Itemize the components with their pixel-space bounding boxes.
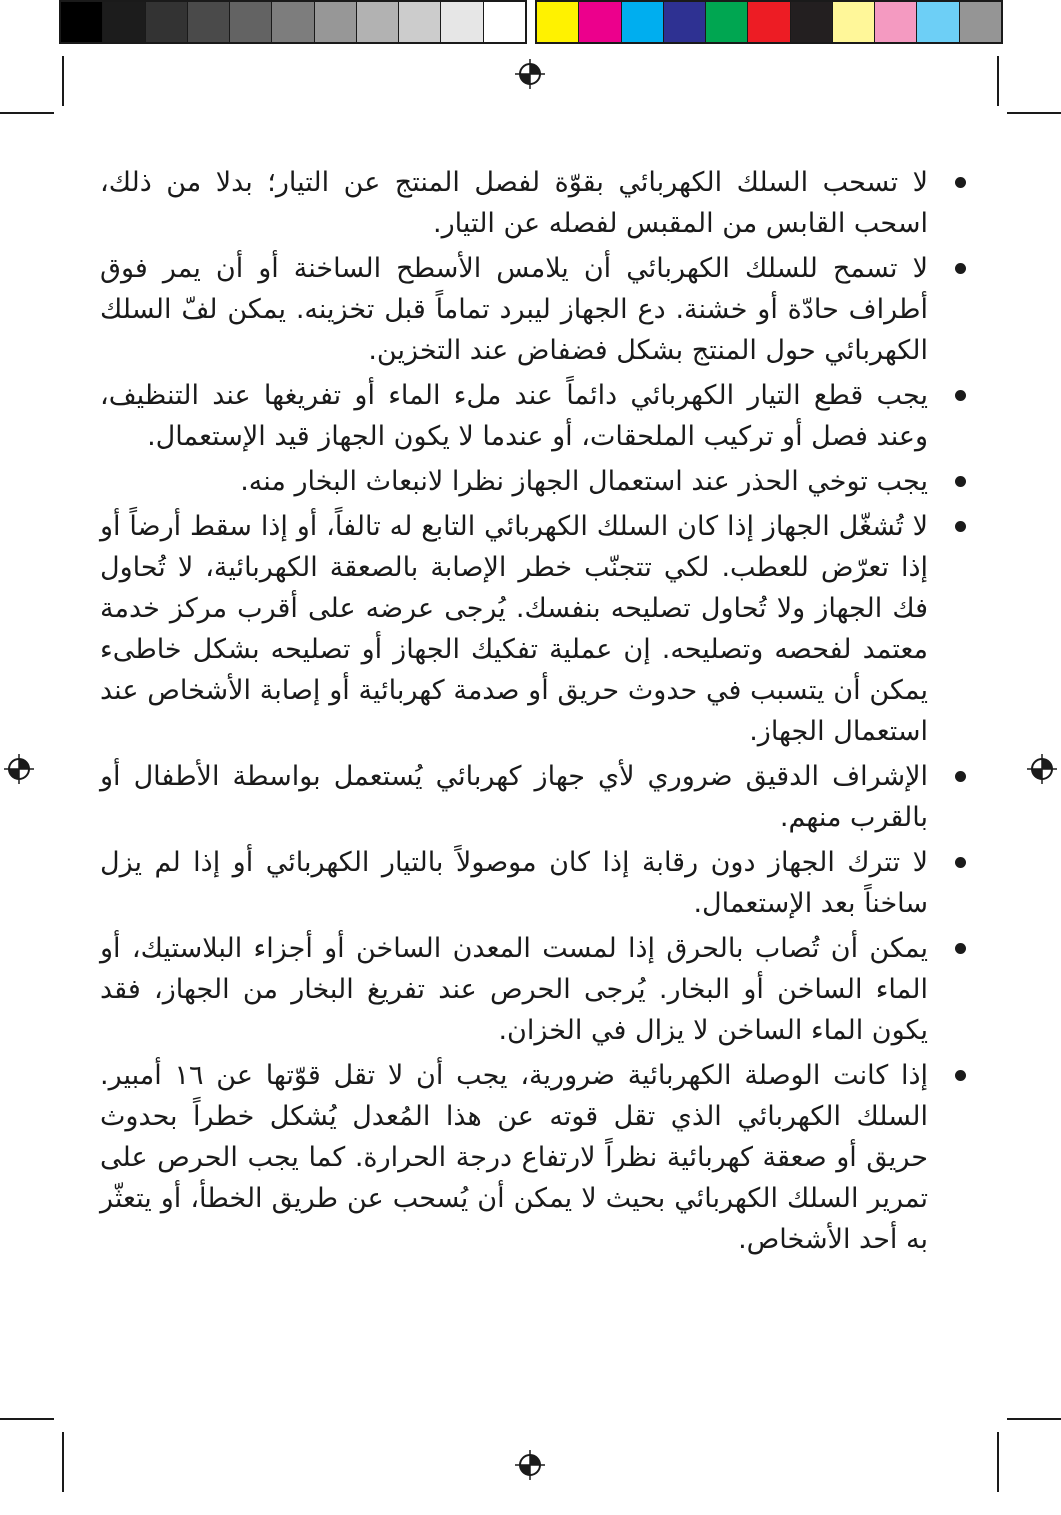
color-swatch xyxy=(960,2,1001,42)
list-item-text: لا تُشغّل الجهاز إذا كان السلك الكهربائي التابع له تالفاً، أو إذا سقط أرضاً أو إذا تعرّض للعطب. لكي تتجنّب خطر الإصابة بالصعقة الكهربائية، لا تُحاول فك الجهاز ولا تُحاول تصليحه بنفسك. يُرجى عرضه على أقرب مركز خدمة معتمد لفحصه وتصليحه. إن عملية تفكيك الجهاز أو تصليحه بشكل خاطىء يمكن أن يتسبب في حدوث حريق أو صدمة كهربائية أو إصابة الأشخاص عند استعمال الجهاز. xyxy=(100,511,928,747)
color-swatch xyxy=(833,2,875,42)
color-swatch xyxy=(579,2,621,42)
color-swatch xyxy=(664,2,706,42)
registration-mark-left-icon xyxy=(4,754,34,784)
list-item xyxy=(100,1055,928,1260)
registration-mark-top-icon xyxy=(515,59,545,89)
color-calibration-bar xyxy=(535,0,1003,44)
crop-mark-bottom-left-horizontal xyxy=(0,1418,54,1420)
grayscale-swatch xyxy=(146,2,188,42)
grayscale-swatch xyxy=(230,2,272,42)
grayscale-swatch xyxy=(441,2,483,42)
crop-mark-bottom-right-vertical xyxy=(997,1432,999,1492)
crop-mark-top-left-vertical xyxy=(62,56,64,106)
bullet-icon xyxy=(955,390,966,401)
list-item-text: يجب قطع التيار الكهربائي دائماً عند ملء الماء أو تفريغها عند التنظيف، وعند فصل أو تركيب الملحقات، أو عندما لا يكون الجهاز قيد الإستعمال. xyxy=(100,380,928,452)
list-item xyxy=(100,375,928,457)
bullet-icon xyxy=(955,943,966,954)
grayscale-calibration-bar xyxy=(59,0,527,44)
registration-mark-right-icon xyxy=(1027,754,1057,784)
list-item xyxy=(100,162,928,244)
crop-mark-top-right-horizontal xyxy=(1007,112,1061,114)
list-item xyxy=(100,506,928,752)
bullet-icon xyxy=(955,1070,966,1081)
list-item-text: إذا كانت الوصلة الكهربائية ضرورية، يجب أن لا تقل قوّتها عن ١٦ أمبير. السلك الكهربائي الذي تقل قوته عن هذا المُعدل يُشكل خطراً بحدوث حريق أو صعقة كهربائية نظراً لارتفاع درجة الحرارة. كما يجب الحرص على تمرير السلك الكهربائي بحيث لا يمكن أن يُسحب عن طريق الخطأ، أو يتعثّر به أحد الأشخاص. xyxy=(100,1060,928,1255)
color-swatch xyxy=(537,2,579,42)
list-item-text: يمكن أن تُصاب بالحرق إذا لمست المعدن الساخن أو أجزاء البلاستيك، أو الماء الساخن أو البخار. يُرجى الحرص عند تفريغ البخار من الجهاز، فقد يكون الماء الساخن لا يزال في الخزان. xyxy=(100,933,928,1046)
list-item xyxy=(100,756,928,838)
color-swatch xyxy=(622,2,664,42)
bullet-icon xyxy=(955,263,966,274)
bullet-icon xyxy=(955,857,966,868)
list-item xyxy=(100,248,928,371)
color-swatch xyxy=(875,2,917,42)
bullet-icon xyxy=(955,177,966,188)
safety-list xyxy=(100,162,928,1260)
crop-mark-bottom-right-horizontal xyxy=(1007,1418,1061,1420)
grayscale-swatch xyxy=(399,2,441,42)
list-item-text: لا تسحب السلك الكهربائي بقوّة لفصل المنتج عن التيار؛ بدلا من ذلك، اسحب القابس من المقبس لفصله عن التيار. xyxy=(100,167,928,239)
grayscale-swatch xyxy=(357,2,399,42)
color-swatch xyxy=(706,2,748,42)
safety-instructions xyxy=(100,162,928,1264)
grayscale-swatch xyxy=(103,2,145,42)
list-item-text: الإشراف الدقيق ضروري لأي جهاز كهربائي يُستعمل بواسطة الأطفال أو بالقرب منهم. xyxy=(100,761,928,833)
color-swatch xyxy=(917,2,959,42)
registration-mark-bottom-icon xyxy=(515,1450,545,1480)
bullet-icon xyxy=(955,771,966,782)
list-item xyxy=(100,461,928,502)
list-item-text: لا تسمح للسلك الكهربائي أن يلامس الأسطح الساخنة أو أن يمر فوق أطراف حادّة أو خشنة. دع الجهاز ليبرد تماماً قبل تخزينه. يمكن لفّ السلك الكهربائي حول المنتج بشكل فضفاض عند التخزين. xyxy=(100,253,928,366)
list-item xyxy=(100,928,928,1051)
grayscale-swatch xyxy=(188,2,230,42)
crop-mark-top-left-horizontal xyxy=(0,112,54,114)
color-swatch xyxy=(748,2,790,42)
list-item-text: يجب توخي الحذر عند استعمال الجهاز نظرا لانبعاث البخار منه. xyxy=(240,466,928,497)
bullet-icon xyxy=(955,521,966,532)
grayscale-swatch xyxy=(315,2,357,42)
grayscale-swatch xyxy=(61,2,103,42)
crop-mark-bottom-left-vertical xyxy=(62,1432,64,1492)
color-swatch xyxy=(791,2,833,42)
crop-mark-top-right-vertical xyxy=(997,56,999,106)
list-item-text: لا تترك الجهاز دون رقابة إذا كان موصولاً بالتيار الكهربائي أو إذا لم يزل ساخناً بعد الإستعمال. xyxy=(100,847,928,919)
grayscale-swatch xyxy=(272,2,314,42)
bullet-icon xyxy=(955,476,966,487)
list-item xyxy=(100,842,928,924)
grayscale-swatch xyxy=(484,2,525,42)
